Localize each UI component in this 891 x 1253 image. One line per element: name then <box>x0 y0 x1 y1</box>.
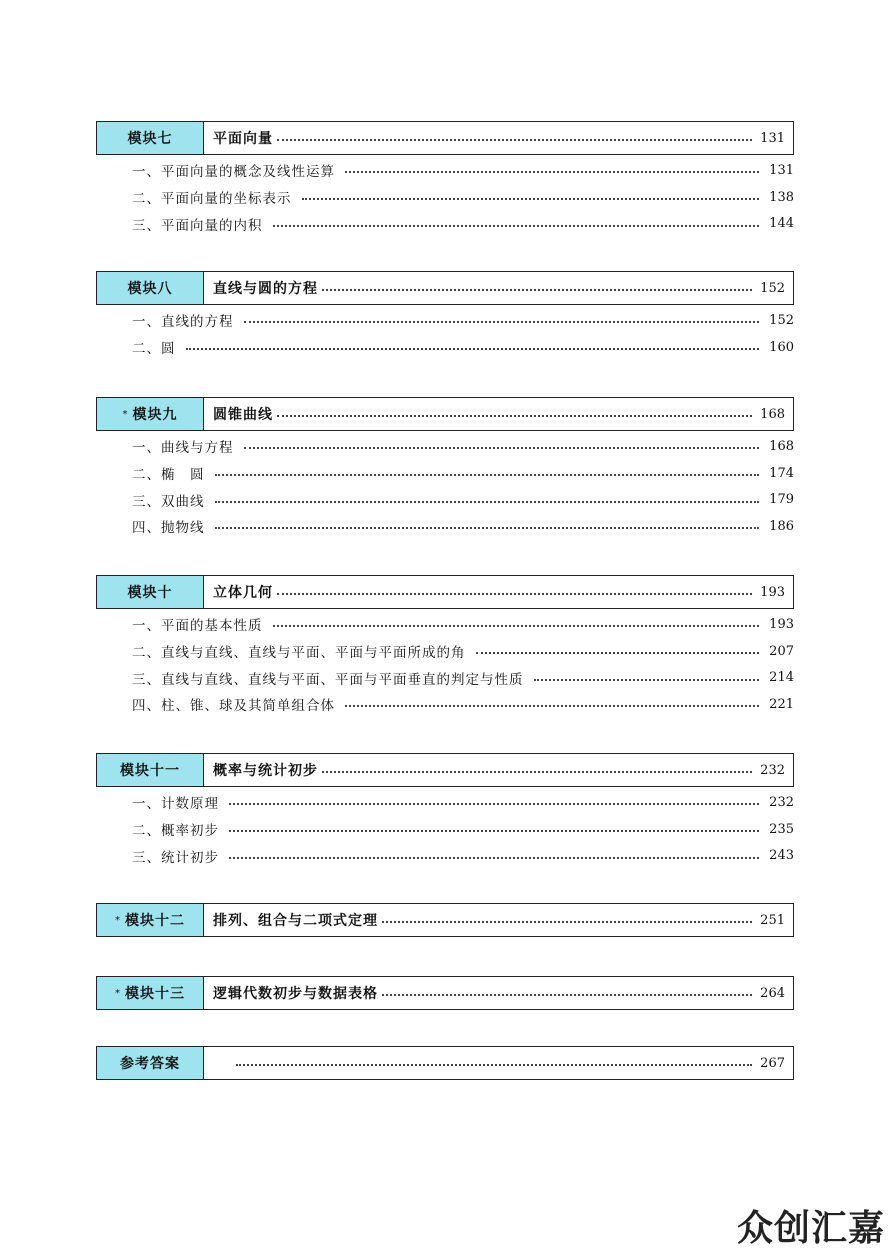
dot-leader <box>345 705 759 707</box>
section-page-number: 160 <box>769 339 794 355</box>
module-page-number: 168 <box>760 406 785 422</box>
module-header[interactable] <box>96 271 794 305</box>
dot-leader <box>186 348 760 350</box>
section-page-number: 174 <box>769 465 794 481</box>
module-title-row <box>204 272 793 304</box>
section-page-number: 243 <box>769 848 794 864</box>
section-title: 一、平面向量的概念及线性运算 <box>132 164 335 181</box>
section-title: 三、直线与直线、直线与平面、平面与平面垂直的判定与性质 <box>132 671 524 688</box>
toc-section-entry[interactable] <box>96 611 794 638</box>
optional-star-mark: * <box>115 987 121 999</box>
module-label <box>97 904 204 936</box>
dot-leader <box>345 171 759 173</box>
module-header[interactable] <box>96 976 794 1010</box>
toc-module <box>96 903 794 937</box>
section-title: 二、圆 <box>132 341 176 358</box>
module-title-row <box>204 977 793 1009</box>
module-label <box>97 977 204 1009</box>
dot-leader <box>215 474 760 476</box>
toc-section-entry[interactable] <box>96 638 794 665</box>
module-label <box>97 398 204 430</box>
section-page-number: 221 <box>769 696 794 712</box>
section-list <box>96 157 794 237</box>
module-label <box>97 576 204 608</box>
watermark-logo: 众创汇嘉 <box>736 1208 885 1249</box>
module-header[interactable] <box>96 903 794 937</box>
module-label-text: 模块七 <box>127 131 173 147</box>
module-title: 排列、组合与二项式定理 <box>213 913 378 929</box>
section-list <box>96 789 794 869</box>
section-page-number: 193 <box>769 616 794 632</box>
module-label-text: 参考答案 <box>120 1056 180 1072</box>
toc-section-entry[interactable] <box>96 307 794 334</box>
section-page-number: 138 <box>769 189 794 205</box>
toc-section-entry[interactable] <box>96 513 794 540</box>
module-page-number: 251 <box>760 912 785 928</box>
optional-star-mark: * <box>115 914 121 926</box>
module-label <box>97 272 204 304</box>
dot-leader <box>244 321 760 323</box>
module-header[interactable] <box>96 575 794 609</box>
module-title: 圆锥曲线 <box>213 407 273 423</box>
toc-section-entry[interactable] <box>96 210 794 237</box>
toc-section-entry[interactable] <box>96 433 794 460</box>
dot-leader <box>322 771 752 773</box>
section-title: 二、概率初步 <box>132 823 219 840</box>
toc-section-entry[interactable] <box>96 691 794 718</box>
dot-leader <box>229 803 759 805</box>
section-title: 一、计数原理 <box>132 796 219 813</box>
dot-leader <box>215 527 760 529</box>
module-title: 平面向量 <box>213 131 273 147</box>
section-title: 一、平面的基本性质 <box>132 618 263 635</box>
dot-leader <box>229 857 759 859</box>
section-title: 三、双曲线 <box>132 493 205 510</box>
toc-module <box>96 121 794 237</box>
module-title-row <box>204 904 793 936</box>
toc-module <box>96 1046 794 1080</box>
module-label <box>97 754 204 786</box>
module-header[interactable] <box>96 397 794 431</box>
module-page-number: 232 <box>760 762 785 778</box>
toc-section-entry[interactable] <box>96 486 794 513</box>
optional-star-mark: * <box>122 408 129 420</box>
section-title: 四、抛物线 <box>132 520 205 537</box>
section-title: 二、椭 圆 <box>132 467 205 484</box>
section-title: 一、直线的方程 <box>132 314 234 331</box>
section-page-number: 152 <box>769 312 794 328</box>
module-title-row <box>204 122 793 154</box>
dot-leader <box>322 289 752 291</box>
module-page-number: 131 <box>760 130 785 146</box>
module-title: 逻辑代数初步与数据表格 <box>213 986 378 1002</box>
section-title: 三、统计初步 <box>132 849 219 866</box>
dot-leader <box>277 593 752 595</box>
toc-section-entry[interactable] <box>96 334 794 361</box>
toc-section-entry[interactable] <box>96 460 794 487</box>
section-list <box>96 611 794 718</box>
toc-section-entry[interactable] <box>96 664 794 691</box>
dot-leader <box>302 198 760 200</box>
toc-section-entry[interactable] <box>96 816 794 843</box>
dot-leader <box>382 994 752 996</box>
section-page-number: 207 <box>769 643 794 659</box>
module-title: 概率与统计初步 <box>213 763 318 779</box>
module-page-number: 152 <box>760 280 785 296</box>
dot-leader <box>277 139 752 141</box>
module-title-row <box>204 754 793 786</box>
module-title-row <box>204 398 793 430</box>
module-label-text: 模块九 <box>132 407 178 423</box>
toc-module <box>96 575 794 718</box>
section-page-number: 235 <box>769 821 794 837</box>
section-page-number: 186 <box>769 518 794 534</box>
section-page-number: 214 <box>769 670 794 686</box>
module-header[interactable] <box>96 121 794 155</box>
section-page-number: 179 <box>769 492 794 508</box>
dot-leader <box>215 501 760 503</box>
toc-section-entry[interactable] <box>96 842 794 869</box>
module-header[interactable] <box>96 1046 794 1080</box>
module-page-number: 264 <box>760 985 785 1001</box>
toc-module <box>96 271 794 360</box>
module-title: 直线与圆的方程 <box>213 281 318 297</box>
dot-leader <box>244 447 760 449</box>
module-label <box>97 1047 204 1079</box>
section-title: 三、平面向量的内积 <box>132 217 263 234</box>
module-label-text: 模块十二 <box>125 913 185 929</box>
dot-leader <box>273 625 760 627</box>
module-label-text: 模块十 <box>127 585 173 601</box>
section-title: 二、直线与直线、直线与平面、平面与平面所成的角 <box>132 645 466 662</box>
module-label <box>97 122 204 154</box>
toc-module <box>96 397 794 540</box>
toc-module <box>96 976 794 1010</box>
section-page-number: 144 <box>769 216 794 232</box>
section-list <box>96 307 794 360</box>
module-title-row <box>204 576 793 608</box>
section-page-number: 232 <box>769 794 794 810</box>
toc-section-entry[interactable] <box>96 789 794 816</box>
module-header[interactable] <box>96 753 794 787</box>
section-page-number: 168 <box>769 438 794 454</box>
dot-leader <box>382 921 752 923</box>
module-label-text: 模块八 <box>127 281 173 297</box>
dot-leader <box>534 679 760 681</box>
module-page-number: 193 <box>760 584 785 600</box>
section-page-number: 131 <box>769 162 794 178</box>
module-title: 立体几何 <box>213 585 273 601</box>
module-page-number: 267 <box>760 1055 785 1071</box>
module-label-text: 模块十三 <box>125 986 185 1002</box>
dot-leader <box>236 1064 752 1066</box>
dot-leader <box>476 652 760 654</box>
toc-section-entry[interactable] <box>96 184 794 211</box>
dot-leader <box>277 415 752 417</box>
section-list <box>96 433 794 540</box>
section-title: 四、柱、锥、球及其简单组合体 <box>132 698 335 715</box>
section-title: 二、平面向量的坐标表示 <box>132 191 292 208</box>
module-label-text: 模块十一 <box>120 763 180 779</box>
dot-leader <box>229 830 759 832</box>
dot-leader <box>273 225 760 227</box>
toc-module <box>96 753 794 869</box>
toc-section-entry[interactable] <box>96 157 794 184</box>
module-title-row <box>204 1047 793 1079</box>
section-title: 一、曲线与方程 <box>132 440 234 457</box>
